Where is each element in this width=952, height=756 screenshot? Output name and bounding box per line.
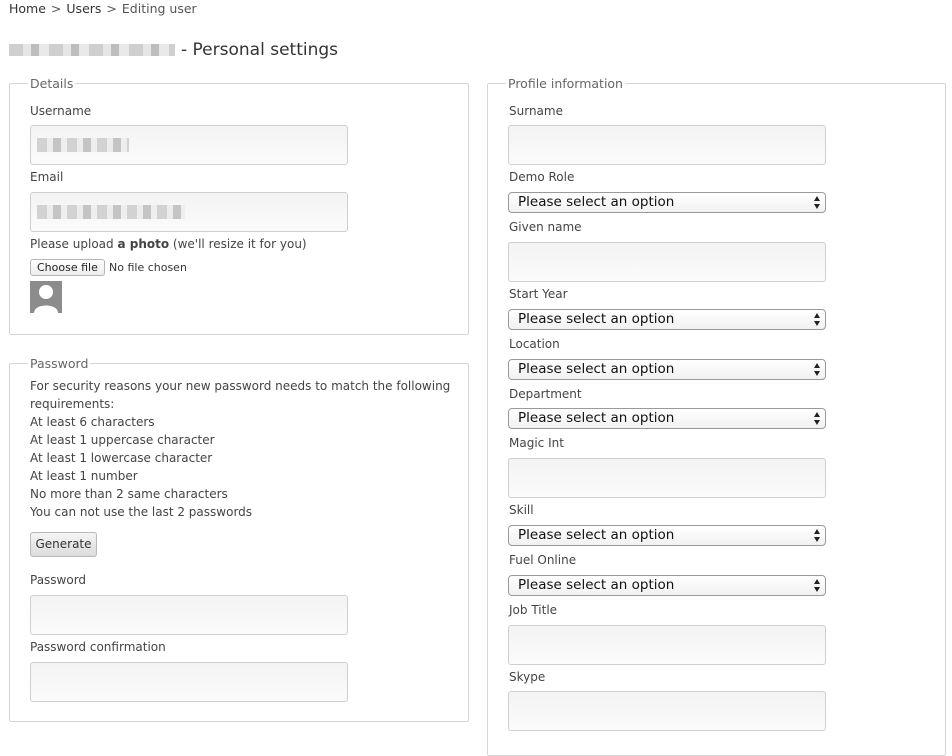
password-field[interactable] [30,595,348,635]
magic-int-label: Magic Int [509,436,564,450]
skype-label: Skype [509,670,546,684]
skill-label: Skill [509,503,534,517]
select-arrows-icon [813,528,821,543]
skill-select-value: Please select an option [518,527,675,543]
demo-role-select[interactable] [508,192,826,213]
details-legend: Details [30,76,74,91]
password-confirmation-label: Password confirmation [30,640,166,654]
username-label: Username [30,104,92,118]
select-arrows-icon [813,312,821,327]
surname-field[interactable] [508,125,826,165]
start-year-label: Start Year [509,287,568,301]
location-label: Location [509,337,560,351]
breadcrumb-separator: > [50,1,62,16]
breadcrumb-home-link[interactable]: Home [9,1,46,16]
page-title-text: - Personal settings [181,40,339,60]
skype-field[interactable] [508,691,826,731]
fuel-online-select-value: Please select an option [518,577,675,593]
location-select[interactable] [508,359,826,380]
given-name-field[interactable] [508,242,826,282]
skill-select[interactable] [508,525,826,546]
email-field[interactable] [30,192,348,232]
select-arrows-icon [813,411,821,426]
password-requirement: At least 1 lowercase character [30,451,213,465]
password-requirement: At least 1 number [30,469,138,483]
redacted-username [37,138,129,152]
job-title-field[interactable] [508,625,826,665]
given-name-label: Given name [509,220,582,234]
start-year-select[interactable] [508,309,826,330]
demo-role-select-value: Please select an option [518,194,675,210]
page-title [9,40,338,60]
magic-int-field[interactable] [508,458,826,498]
photo-upload-hint: Please upload a photo (we'll resize it for you) [30,237,307,251]
department-select-value: Please select an option [518,410,675,426]
department-select[interactable] [508,408,826,429]
password-label: Password [30,573,87,587]
generate-password-button[interactable]: Generate [30,532,97,557]
file-status-text: No file chosen [109,261,187,274]
select-arrows-icon [813,195,821,210]
redacted-user-name [9,44,175,56]
password-legend: Password [30,356,89,371]
start-year-select-value: Please select an option [518,311,675,327]
breadcrumb [9,1,197,16]
password-intro: requirements: [30,397,115,411]
password-confirmation-field[interactable] [30,662,348,702]
select-arrows-icon [813,362,821,377]
profile-legend: Profile information [508,76,623,91]
choose-file-button[interactable]: Choose file [30,259,105,276]
fuel-online-label: Fuel Online [509,553,577,567]
breadcrumb-users-link[interactable]: Users [66,1,102,16]
password-requirement: At least 1 uppercase character [30,433,215,447]
fuel-online-select[interactable] [508,575,826,596]
user-silhouette-icon [30,281,62,313]
username-field[interactable] [30,125,348,165]
breadcrumb-separator: > [106,1,117,16]
avatar [30,281,62,313]
select-arrows-icon [813,578,821,593]
job-title-label: Job Title [509,603,558,617]
redacted-email [37,205,185,219]
breadcrumb-current: Editing user [121,1,197,16]
demo-role-label: Demo Role [509,170,575,184]
password-requirement: At least 6 characters [30,415,155,429]
password-intro: For security reasons your new password needs to match the following [30,379,451,393]
surname-label: Surname [509,104,563,118]
location-select-value: Please select an option [518,361,675,377]
email-label: Email [30,170,64,184]
password-requirement: No more than 2 same characters [30,487,228,501]
department-label: Department [509,387,582,401]
password-requirement: You can not use the last 2 passwords [30,505,253,519]
